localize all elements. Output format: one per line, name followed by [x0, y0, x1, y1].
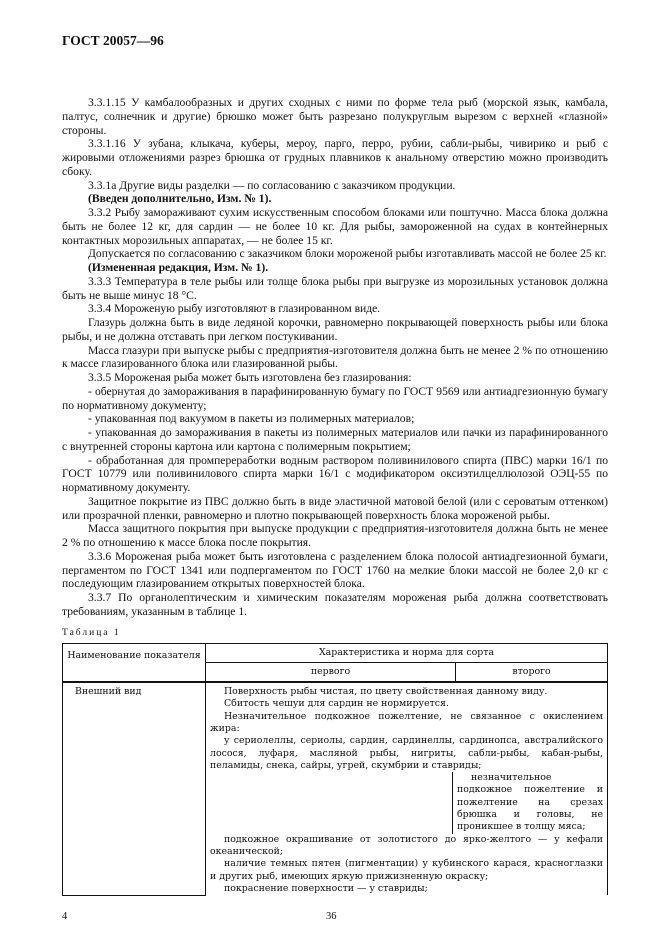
page-number-left: 4: [62, 910, 68, 922]
appearance-line: Сбитость чешуи для сардин не нормируется.: [224, 698, 449, 710]
header-characteristic: Характеристика и норма для сорта: [206, 643, 608, 662]
paragraph: Допускается по согласованию с заказчиком блоки мороженой рыбы изготавливать массой не более 25 кг.: [88, 247, 607, 261]
paragraph: 3.3.3 Температура в теле рыбы или толще блока рыбы при выгрузке из морозильных установок должна быть не выше минус 18 °С.: [62, 274, 608, 302]
appearance-lines-common: [206, 686, 607, 772]
appearance-line: Поверхность рыбы чистая, по цвету свойственная данному виду.: [224, 686, 548, 698]
paragraph: 3.3.1.16 У зубана, клыкача, куберы, мероу, парго, перро, рубии, сабли-рыбы, чивирико и рыб с жировыми отложениями разрез брюшка от грудных плавников к анальному отверстию можно производить сбоку.: [62, 137, 608, 178]
table-1: [62, 643, 608, 896]
appearance-line: у сериолеллы, сериолы, сардин, сардинеллы, сардинопса, австралийского лосося, луфаря, масляной рыбы, нигриты, сабли-рыбы, кабан-рыбы, пеламиды, снека, сайры, угрей, скумбрии и ставриды;: [210, 735, 603, 771]
paragraph: 3.3.2 Рыбу замораживают сухим искусственным способом блоками или поштучно. Масса блока должна быть не более 12 кг, для сардин — не более 10 кг. Для рыбы, замороженной на судах в контейнерных контактных морозильных аппаратах, — не более 15 кг.: [62, 206, 608, 247]
table-caption: Таблица 1: [62, 627, 121, 638]
appearance-line: подкожное окрашивание от золотистого до ярко-желтого — у кефали океанической;: [210, 833, 603, 857]
document-title: ГОСТ 20057—96: [62, 33, 164, 48]
header-first-grade: первого: [206, 662, 456, 682]
paragraph: - упакованная под вакуумом в пакеты из полимерных материалов;: [88, 412, 415, 426]
paragraph: (Измененная редакция, Изм. № 1).: [88, 261, 269, 274]
paragraph: 3.3.7 По органолептическим и химическим показателям мороженая рыба должна соответствовать требованиям, указанным в таблице 1.: [62, 591, 608, 618]
second-grade-note: незначительное подкожное пожелтение и пожелтение на срезах брюшка и головы, не проникшее в толщу мяса;: [452, 772, 607, 833]
page-number-center: 36: [326, 910, 337, 922]
appearance-line: наличие темных пятен (пигментации) у кубинского карася, красноглазки и других рыб, имеющих яркую прижизненную окраску;: [210, 858, 603, 882]
appearance-line: Незначительное подкожное пожелтение, не связанное с окислением жира:: [210, 710, 603, 734]
header-indicator-name: Наименование показателя: [63, 643, 206, 682]
paragraph: 3.3.1а Другие виды разделки — по согласованию с заказчиком продукции.: [88, 178, 456, 192]
appearance-lines-extra: [206, 834, 607, 895]
paragraph: 3.3.4 Мороженую рыбу изготовляют в глазированном виде.: [88, 302, 381, 316]
paragraph: - обернутая до замораживания в парафинированную бумагу по ГОСТ 9569 или антиадгезионную бумагу по нормативному документу;: [62, 384, 608, 412]
paragraph: Масса защитного покрытия при выпуске продукции с предприятия-изготовителя должна быть не менее 2 % по отношению к массе блока после покрытия.: [62, 522, 608, 549]
second-grade-block: [206, 772, 607, 833]
page-footer: [62, 910, 608, 924]
paragraph: - обработанная для промпереработки водным раствором поливинилового спирта (ПВС) марки 16/1 по ГОСТ 10779 или поливинилового спирта марки 16/1 с модификатором оксиэтилцеллюлозой ОЭЦ-55 по нормативному документу.: [62, 453, 608, 494]
paragraph: (Введен дополнительно, Изм. № 1).: [88, 192, 272, 206]
paragraph: 3.3.5 Мороженая рыба может быть изготовлена без глазирования:: [88, 371, 412, 384]
header-second-grade: второго: [456, 662, 608, 682]
paragraph: 3.3.6 Мороженая рыба может быть изготовлена с разделением блока полосой антиадгезионной бумаги, пергаментом по ГОСТ 1341 или подпергаментом по ГОСТ 1760 на мелкие блоки массой не более 2,0 кг с последующим глазированием открытых поверхностей блока.: [62, 549, 608, 591]
appearance-line: покраснение поверхности — у ставриды;: [224, 882, 428, 894]
document-page: [62, 0, 608, 944]
paragraph: 3.3.1.15 У камбалообразных и других сходных с ними по форме тела рыб (морской язык, камбала, палтус, солнечник и другие) брюшко может быть разрезано полукруглым вырезом с верхней «глазной» стороны.: [62, 96, 608, 137]
paragraph: Глазурь должна быть в виде ледяной корочки, равномерно покрывающей поверхность рыбы или блока рыбы, и не должна отставать при легком постукивании.: [62, 316, 608, 343]
paragraph: - упакованная до замораживания в пакеты из полимерных материалов или пачки из парафинированного с внутренней стороны картона или картона с полимерным покрытием;: [62, 426, 608, 453]
paragraph: Защитное покрытие из ПВС должно быть в виде эластичной матовой белой (или с сероватым оттенком) или прозрачной пленки, равномерно и плотно покрывающей поверхность блока мороженой рыбы.: [62, 494, 608, 522]
paragraph: Масса глазури при выпуске рыбы с предприятия-изготовителя должна быть не менее 2 % по отношению к массе глазированного блока или глазированной рыбы.: [62, 343, 608, 371]
row-appearance-values: [206, 682, 608, 895]
document-body: [62, 96, 608, 619]
row-appearance-name: Внешний вид: [63, 682, 206, 895]
